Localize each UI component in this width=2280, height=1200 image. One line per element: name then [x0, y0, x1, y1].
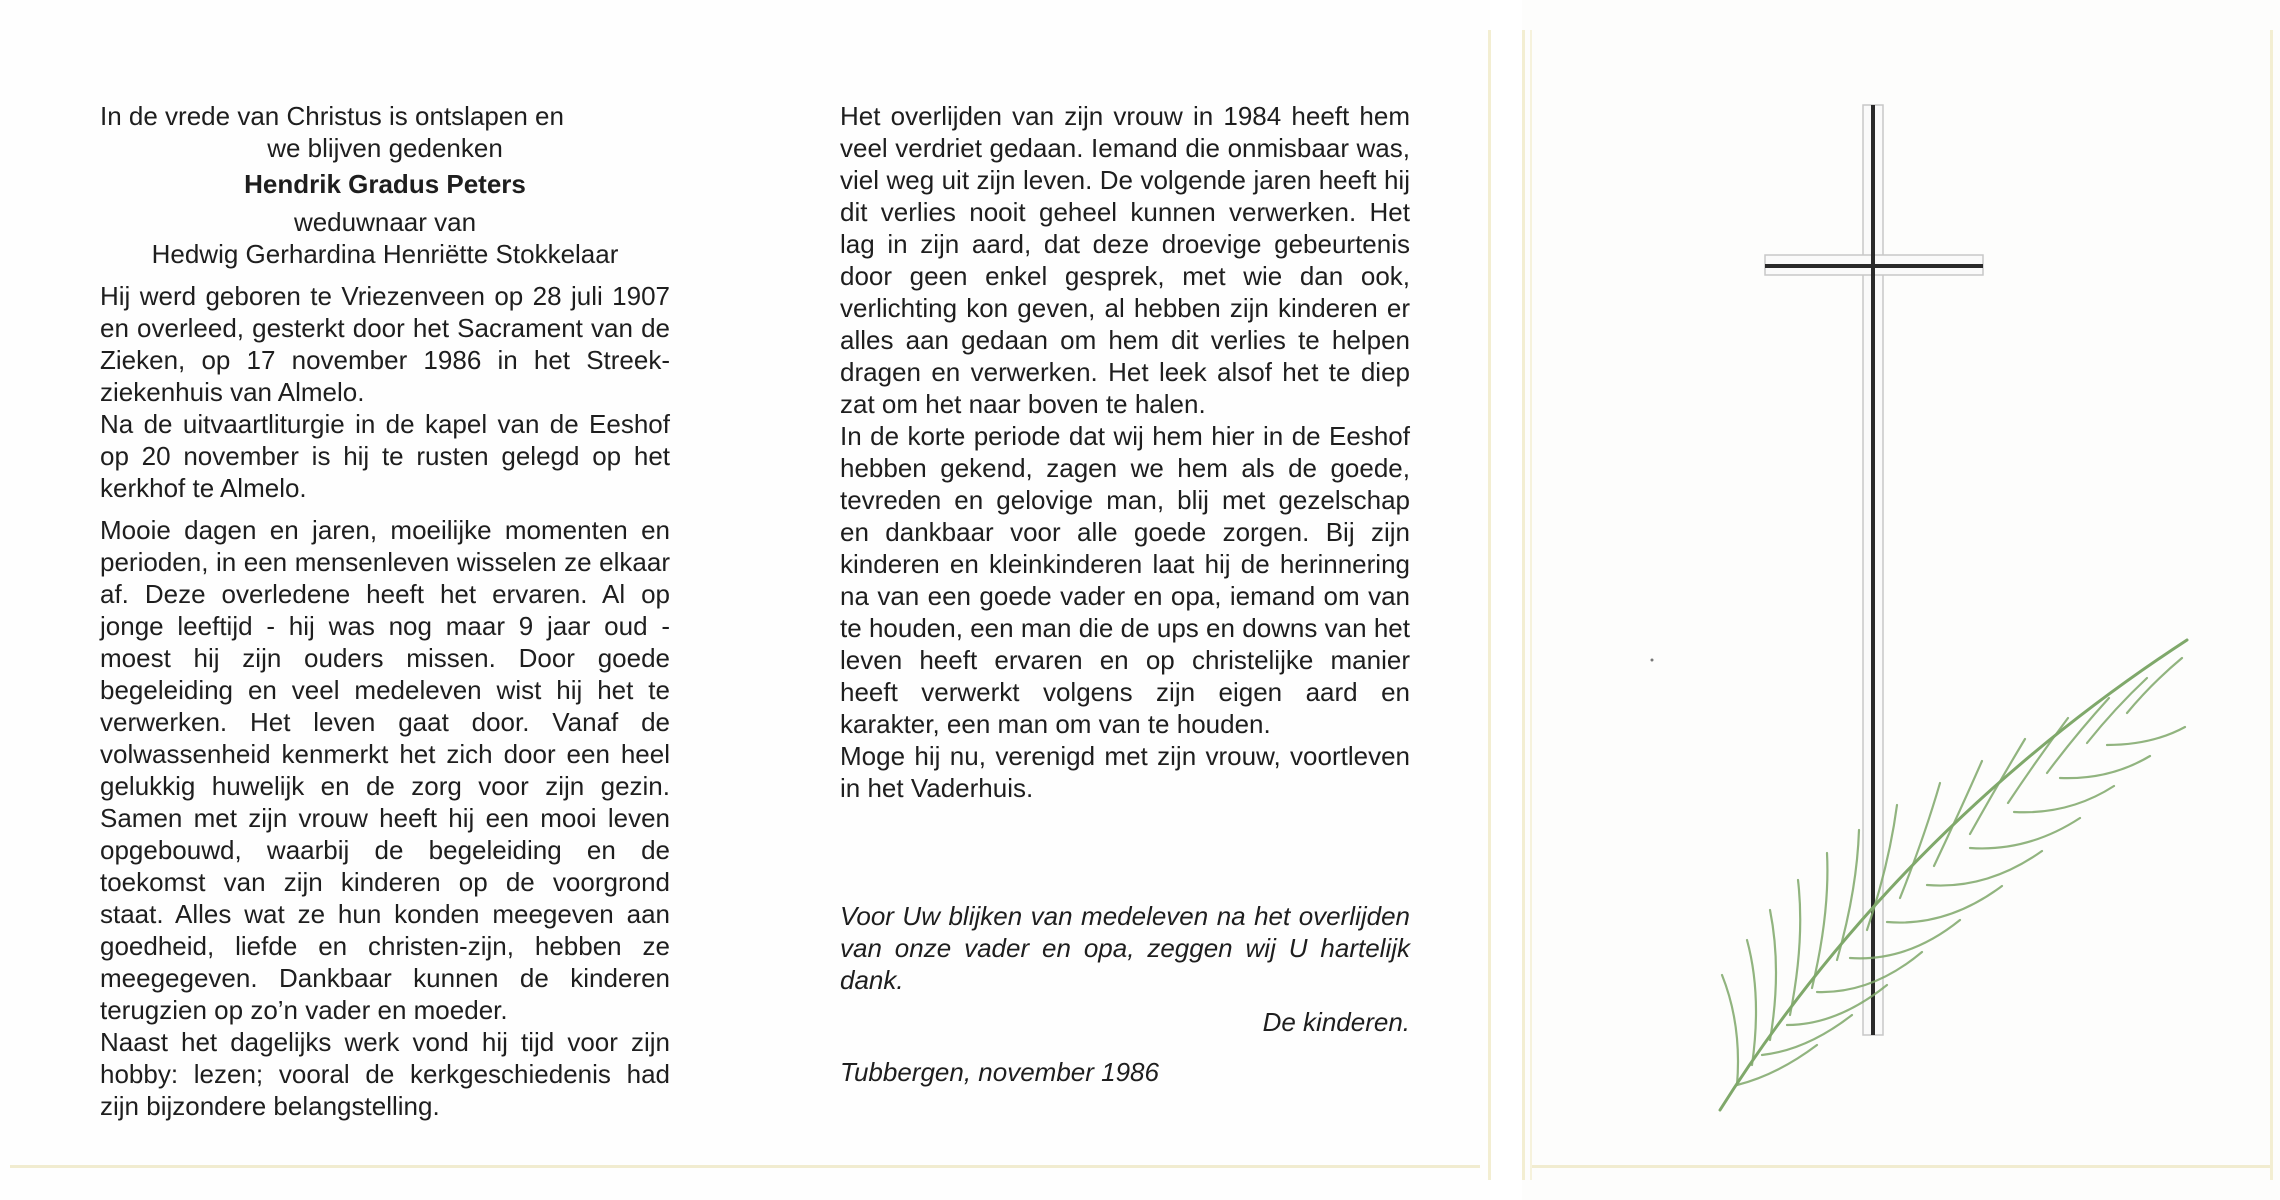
intro-line-1: In de vrede van Christus is ontslapen en — [100, 101, 564, 131]
memorial-card-front — [1522, 0, 2280, 1200]
intro-line-2: we blijven gedenken — [267, 133, 503, 163]
middle-text-column — [840, 100, 1410, 1088]
thanks-text: Voor Uw blijken van medeleven na het overlijden van onze vader en opa, zeggen wij U hartelijk dank. — [840, 901, 1410, 995]
card-bottom-edge — [10, 1165, 1480, 1168]
cross-with-palm-illustration — [1522, 0, 2280, 1200]
card-fold-line — [1488, 30, 1491, 1180]
place-date: Tubbergen, november 1986 — [840, 1057, 1159, 1087]
eeshof-paragraph: In de korte periode dat wij hem hier in de Eeshof hebben gekend, zagen we hem als de goede, tevreden en gelovige man, blij met gezelschap en dankbaar voor alle goede zorgen. Bij zijn kinderen en kleinkinderen laat hij de herinnering na van een goede vader en opa, iemand om van te houden, een man die de ups en downs van het leven heeft ervaren en op christelijke manier heeft verwerkt volgens zijn eigen aard en karakter, een man om van te houden. — [840, 421, 1410, 739]
grief-paragraph: Het overlijden van zijn vrouw in 1984 heeft hem veel verdriet gedaan. Iemand die onmisbaar was, viel weg uit zijn leven. De volgende jaren heeft hij dit verlies nooit geheel kunnen verwerken. Het lag in zijn aard, dat deze droevige gebeurtenis door geen enkel gesprek, met wie dan ook, verlichting kon geven, al hebben zijn kinderen er alles aan gedaan om hem dit verlies te helpen dragen en verwerken. Het leek alsof het te diep zat om het naar boven te halen. — [840, 101, 1410, 419]
life-paragraph: Mooie dagen en jaren, moeilijke momenten en perioden, in een mensenleven wisselen ze elkaar af. Deze overledene heeft het ervaren. Al op jonge leeftijd - hij was nog maar 9 jaar oud - moest hij zijn ouders missen. Door goede begeleiding en veel medeleven wist hij het te verwerken. Het leven gaat door. Vanaf de volwassenheid kenmerkt het zich door een heel gelukkig huwelijk en de zorg voor zijn gezin. Samen met zijn vrouw heeft hij een mooi leven opgebouwd, waarbij de begeleiding en de toekomst van zijn kinderen op de voorgrond staat. Alles wat ze hun konden meegeven aan goedheid, liefde en christen-zijn, hebben ze meegegeven. Dankbaar kunnen de kinderen terugzien op zo’n vader en moeder. — [100, 515, 670, 1025]
hobby-paragraph: Naast het dagelijks werk vond hij tijd voor zijn hobby: lezen; vooral de kerkgeschiedenis had zijn bijzondere belangstelling. — [100, 1027, 670, 1121]
speck — [1651, 659, 1654, 662]
birth-death-paragraph: Hij werd geboren te Vriezenveen op 28 juli 1907 en overleed, gesterkt door het Sacrament van de Zieken, op 17 november 1986 in het Streek-ziekenhuis van Almelo. — [100, 281, 670, 407]
widower-label: weduwnaar van — [293, 207, 477, 237]
signature: De kinderen. — [1262, 1007, 1410, 1037]
deceased-name: Hendrik Gradus Peters — [244, 169, 526, 199]
left-text-column — [100, 100, 670, 1122]
cross-icon — [1765, 105, 1983, 1035]
palm-branch-icon — [1720, 640, 2187, 1110]
prayer-paragraph: Moge hij nu, verenigd met zijn vrouw, voortleven in het Vaderhuis. — [840, 741, 1410, 803]
funeral-paragraph: Na de uitvaartliturgie in de kapel van de Eeshof op 20 november is hij te rusten gelegd op het kerkhof te Almelo. — [100, 409, 670, 503]
spouse-name: Hedwig Gerhardina Henriëtte Stokkelaar — [151, 239, 619, 269]
